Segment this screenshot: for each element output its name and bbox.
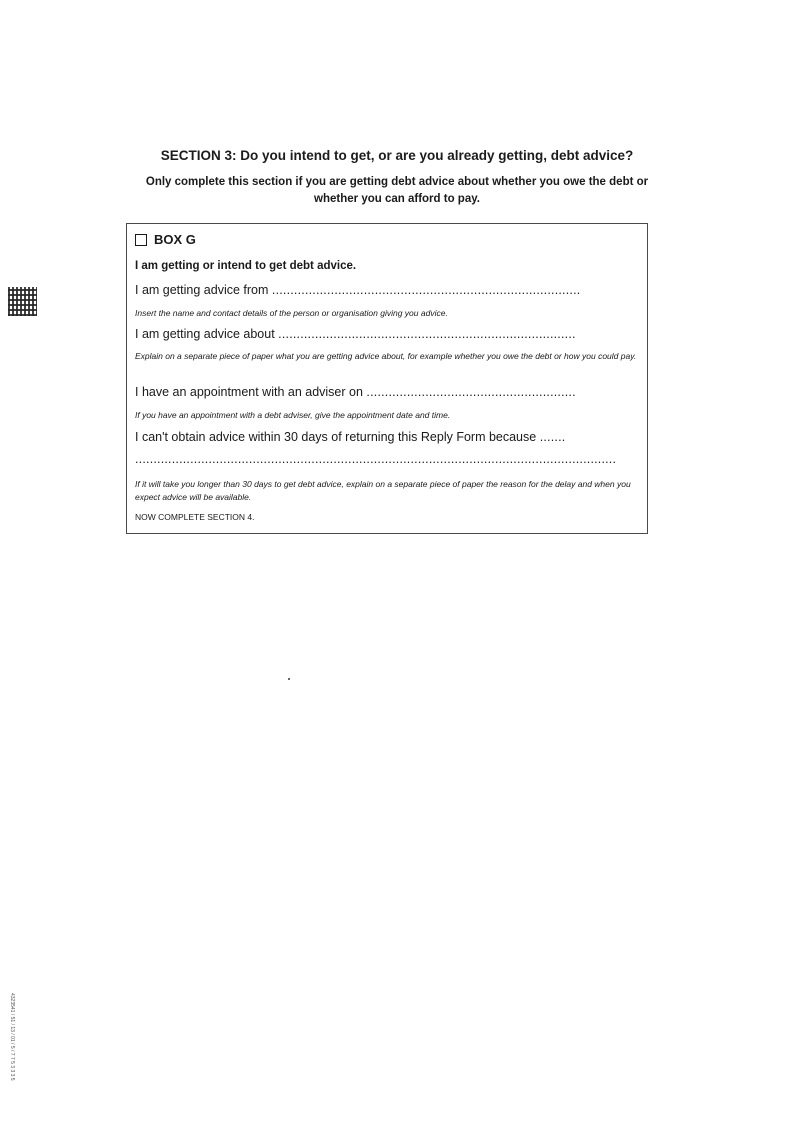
- checkbox-empty-icon[interactable]: [135, 234, 147, 246]
- advice-about-label: I am getting advice about: [135, 327, 275, 341]
- next-section-note: NOW COMPLETE SECTION 4.: [135, 512, 255, 522]
- scan-speck: [288, 678, 290, 680]
- qr-code: [8, 287, 37, 316]
- advice-about-dots[interactable]: .................................................................................: [278, 327, 576, 341]
- box-title: [135, 232, 196, 247]
- advice-about-hint: Explain on a separate piece of paper what you are getting advice about, for example whether you owe the debt or how you could pay.: [135, 351, 637, 361]
- cannot-obtain-continuation-dots[interactable]: ...................................................................................................................................: [135, 452, 617, 466]
- cannot-obtain-dots[interactable]: .......: [539, 430, 566, 444]
- advice-from-dots[interactable]: ....................................................................................: [271, 283, 581, 297]
- appointment-label: I have an appointment with an adviser on: [135, 385, 363, 399]
- box-intro: I am getting or intend to get debt advice.: [135, 260, 357, 272]
- box-g: [126, 223, 648, 534]
- section-subheading: Only complete this section if you are getting debt advice about whether you owe the debt or whether you can afford to pay.: [145, 176, 649, 205]
- side-reference-code: 4323541 / 51 / 13 / 01 / 5 / 7 7 5 3 3 3 5: [9, 993, 15, 1081]
- advice-from-hint: Insert the name and contact details of the person or organisation giving you advice.: [135, 308, 448, 318]
- cannot-obtain-field[interactable]: [135, 430, 565, 444]
- advice-about-field[interactable]: [135, 327, 576, 341]
- advice-from-field[interactable]: [135, 283, 580, 297]
- section-heading: SECTION 3: Do you intend to get, or are you already getting, debt advice?: [160, 148, 634, 163]
- appointment-dots[interactable]: .........................................................: [366, 385, 576, 399]
- appointment-hint: If you have an appointment with a debt adviser, give the appointment date and time.: [135, 410, 451, 420]
- appointment-field[interactable]: [135, 385, 576, 399]
- box-title-label: BOX G: [154, 232, 196, 247]
- advice-from-label: I am getting advice from: [135, 283, 269, 297]
- cannot-obtain-label: I can't obtain advice within 30 days of returning this Reply Form because: [135, 430, 537, 444]
- cannot-obtain-hint: If it will take you longer than 30 days to get debt advice, explain on a separate piece of paper the reason for the delay and when you expect advice will be available.: [135, 479, 631, 502]
